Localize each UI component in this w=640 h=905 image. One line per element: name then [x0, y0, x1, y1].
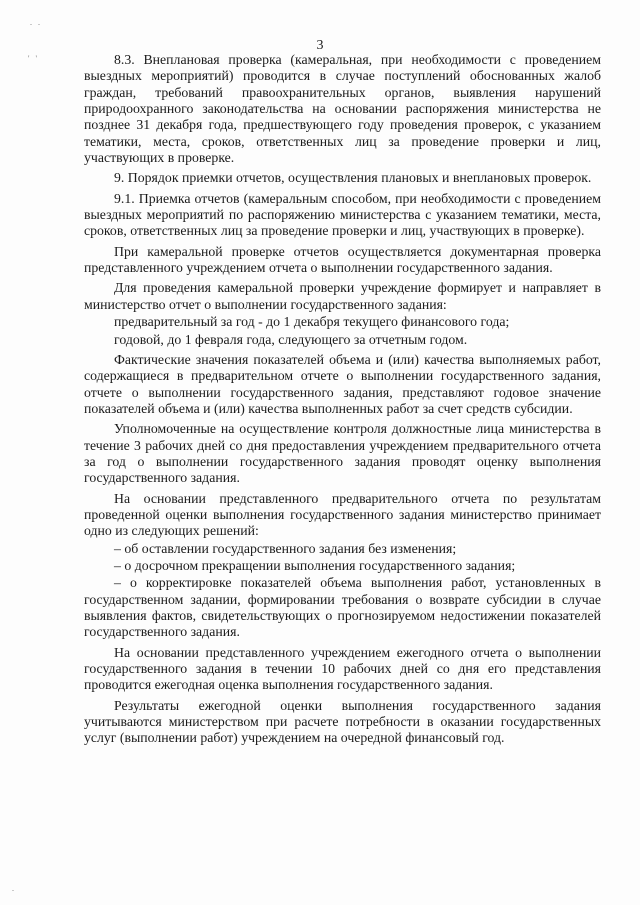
margin-mark: . .: [30, 18, 42, 27]
list-item: предварительный за год - до 1 декабря текущего финансового года;: [114, 314, 510, 330]
list-item: годовой, до 1 февраля года, следующего за отчетным годом.: [114, 331, 468, 347]
paragraph: На основании представленного предварительного отчета по результатам проведенной оценки выполнения государственного задания министерство принимает одно из следующих решений:: [84, 490, 601, 539]
paragraph: На основании представленного учреждением ежегодного отчета о выполнении государственного задания в течении 10 рабочих дней со дня его представления проводится ежегодная оценка выполнения государственного задания.: [84, 644, 601, 693]
list-item: – о досрочном прекращении выполнения государственного задания;: [114, 557, 516, 573]
page-number: 3: [316, 38, 324, 53]
margin-mark: .: [12, 884, 16, 893]
paragraph: Уполномоченные на осуществление контроля должностные лица министерства в течение 3 рабочих дней со дня предоставления учреждением предварительного отчета за год о выполнении государственного задания проводят оценку выполнения государственного задания.: [84, 421, 601, 486]
paragraph-9-1: 9.1. Приемка отчетов (камеральным способом, при необходимости с проведением выездных мероприятий по распоряжению министерства с указанием тематики, места, сроков, ответственных лиц за проведение проверки и лиц, участвующих в проверке).: [84, 190, 601, 239]
margin-mark: ' ': [28, 54, 39, 63]
paragraph: Фактические значения показателей объема и (или) качества выполняемых работ, содержащиеся в предварительном отчете о выполнении государственного задания, отчете о выполнении государственного задания, представляют годовое значение показателей объема и (или) качества выполненных работ за счет средств субсидии.: [84, 351, 601, 416]
paragraph-8-3: 8.3. Внеплановая проверка (камеральная, при необходимости с проведением выездных мероприятий) проводится в случае поступлений обоснованных жалоб граждан, требований правоохранительных органов, выявления нарушений природоохранного законодательства на основании распоряжения министерства не позднее 31 декабря года, предшествующего году проведения проверок, с указанием тематики, места, сроков, ответственных лиц за проведение проверки и лиц, участвующих в проверке.: [84, 52, 601, 166]
paragraph: Для проведения камеральной проверки учреждение формирует и направляет в министерство отчет о выполнении государственного задания:: [84, 280, 601, 312]
paragraph: Результаты ежегодной оценки выполнения государственного задания учитываются министерством при расчете потребности в оказании государственных услуг (выполнении работ) учреждением на очередной финансовый год.: [84, 697, 601, 746]
section-heading-9: 9. Порядок приемки отчетов, осуществления плановых и внеплановых проверок.: [114, 170, 592, 186]
list-item: – об оставлении государственного задания без изменения;: [114, 540, 457, 556]
document-body: [84, 52, 601, 751]
paragraph: При камеральной проверке отчетов осуществляется документарная проверка представленного учреждением отчета о выполнении государственного задания.: [84, 243, 601, 276]
list-item: – о корректировке показателей объема выполнения работ, установленных в государственном задании, формировании требования о возврате субсидии в случае выявления фактов, свидетельствующих о прогнозируемом недостижении показателей государственного задания.: [84, 575, 601, 640]
